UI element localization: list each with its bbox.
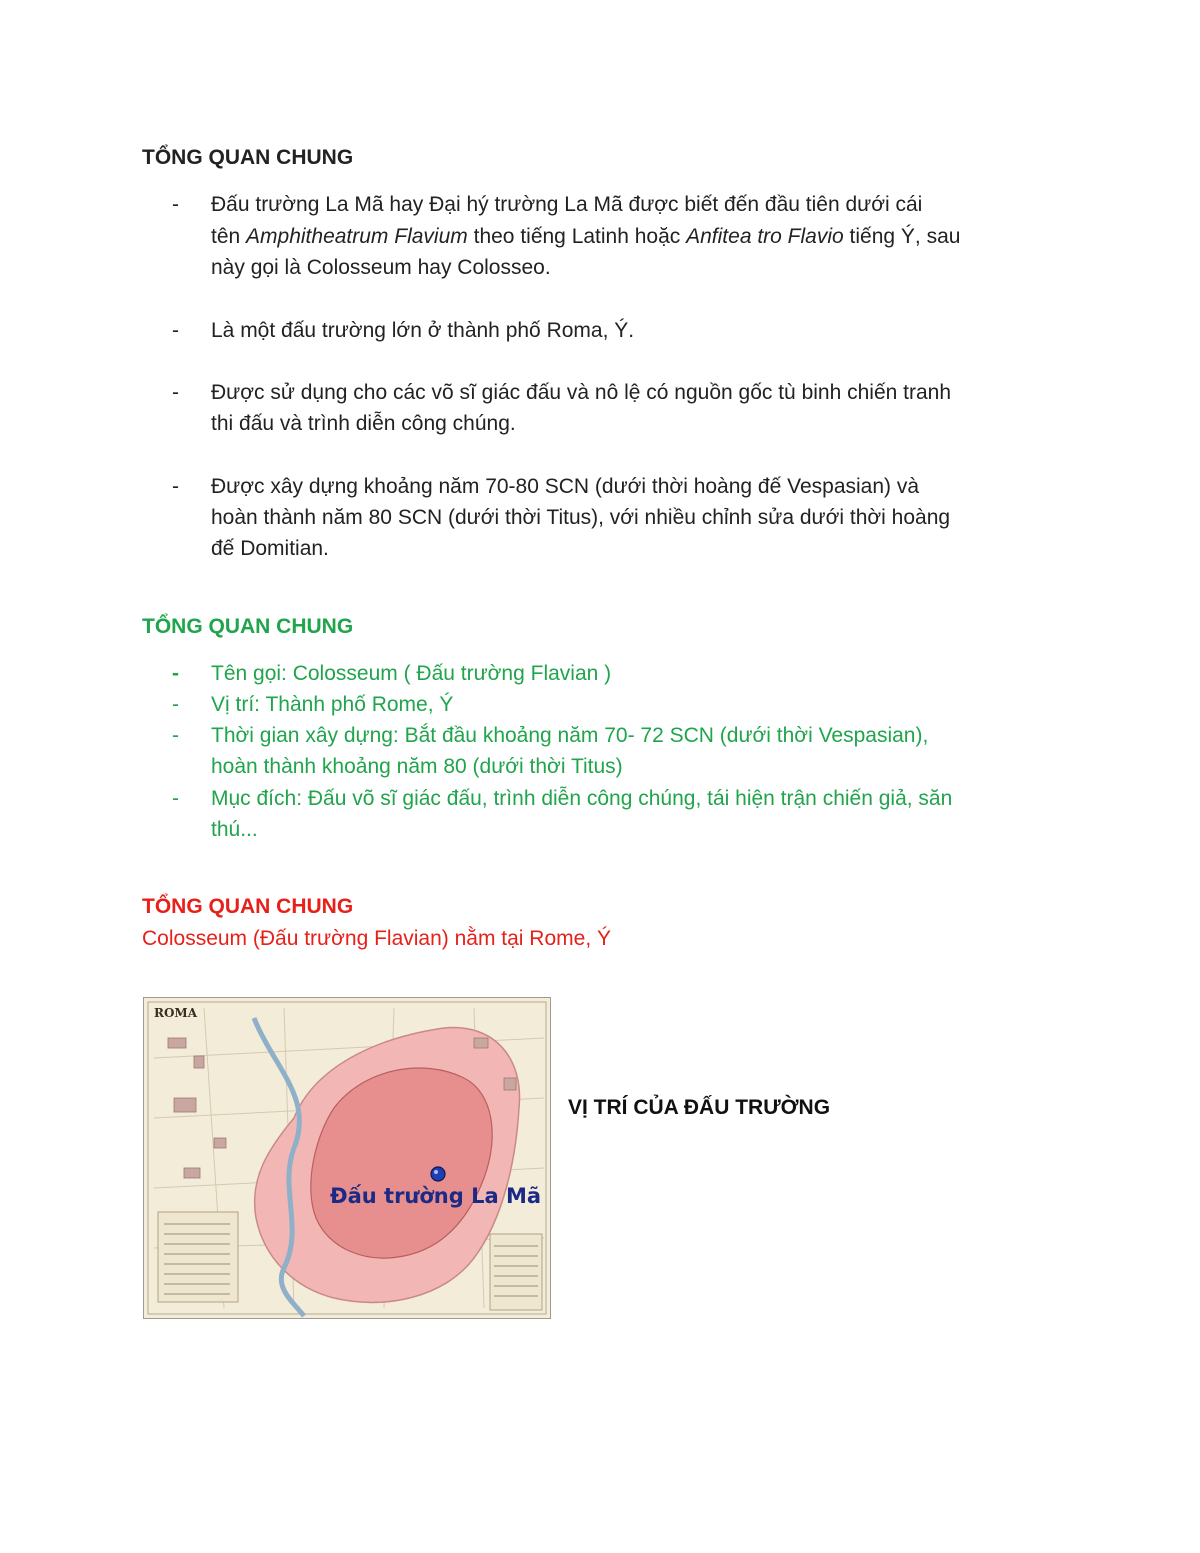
bullet-dash: - <box>172 693 179 716</box>
section1-item4-line1: Được xây dựng khoảng năm 70-80 SCN (dưới thời hoàng đế Vespasian) và <box>211 475 920 498</box>
section1-item4-line3: đế Domitian. <box>211 537 329 560</box>
section1-item2-line1: Là một đấu trường lớn ở thành phố Roma, Ý. <box>211 319 635 342</box>
bullet-dash: - <box>172 662 179 685</box>
bullet-dash: - <box>172 381 179 404</box>
section2-item4-line1: Mục đích: Đấu võ sĩ giác đấu, trình diễn công chúng, tái hiện trận chiến giả, săn <box>211 787 953 810</box>
map-title: ROMA <box>154 1006 198 1020</box>
section1-title: TỔNG QUAN CHUNG <box>142 146 354 169</box>
section1-item3-line1: Được sử dụng cho các võ sĩ giác đấu và nô lệ có nguồn gốc tù binh chiến tranh <box>211 381 952 404</box>
section2-item4-line2: thú... <box>211 818 258 841</box>
latin-name: Amphitheatrum Flavium <box>246 225 468 248</box>
bullet-dash: - <box>172 724 179 747</box>
section2-item3-line2: hoàn thành khoảng năm 80 (dưới thời Titus) <box>211 755 623 778</box>
rome-map-image <box>143 997 551 1319</box>
section1-item4-line2: hoàn thành năm 80 SCN (dưới thời Titus), với nhiều chỉnh sửa dưới thời hoàng <box>211 506 951 529</box>
section2-item2-line1: Vị trí: Thành phố Rome, Ý <box>211 693 454 716</box>
section1-item1-line1: Đấu trường La Mã hay Đại hý trường La Mã được biết đến đầu tiên dưới cái <box>211 193 923 216</box>
bullet-dash: - <box>172 787 179 810</box>
map-marker-label: Đấu trường La Mã <box>330 1184 542 1208</box>
section1-item1-line3: này gọi là Colosseum hay Colosseo. <box>211 256 551 279</box>
bullet-dash: - <box>172 475 179 498</box>
section2-title: TỔNG QUAN CHUNG <box>142 615 354 638</box>
rome-map-drawing <box>144 998 550 1318</box>
section2-item3-line1: Thời gian xây dựng: Bắt đầu khoảng năm 70- 72 SCN (dưới thời Vespasian), <box>211 724 929 747</box>
bullet-dash: - <box>172 193 179 216</box>
italian-name: Anfitea tro Flavio <box>686 225 844 248</box>
section2-item1-line1: Tên gọi: Colosseum ( Đấu trường Flavian ) <box>211 662 612 685</box>
location-label: VỊ TRÍ CỦA ĐẤU TRƯỜNG <box>568 1096 831 1119</box>
bullet-dash: - <box>172 319 179 342</box>
section3-subtitle: Colosseum (Đấu trường Flavian) nằm tại Rome, Ý <box>142 927 611 950</box>
section3-title: TỔNG QUAN CHUNG <box>142 895 354 918</box>
section1-item3-line2: thi đấu và trình diễn công chúng. <box>211 412 516 435</box>
section1-item1-line2: tên Amphitheatrum Flavium theo tiếng Latinh hoặc Anfitea tro Flavio tiếng Ý, sau <box>211 225 961 248</box>
